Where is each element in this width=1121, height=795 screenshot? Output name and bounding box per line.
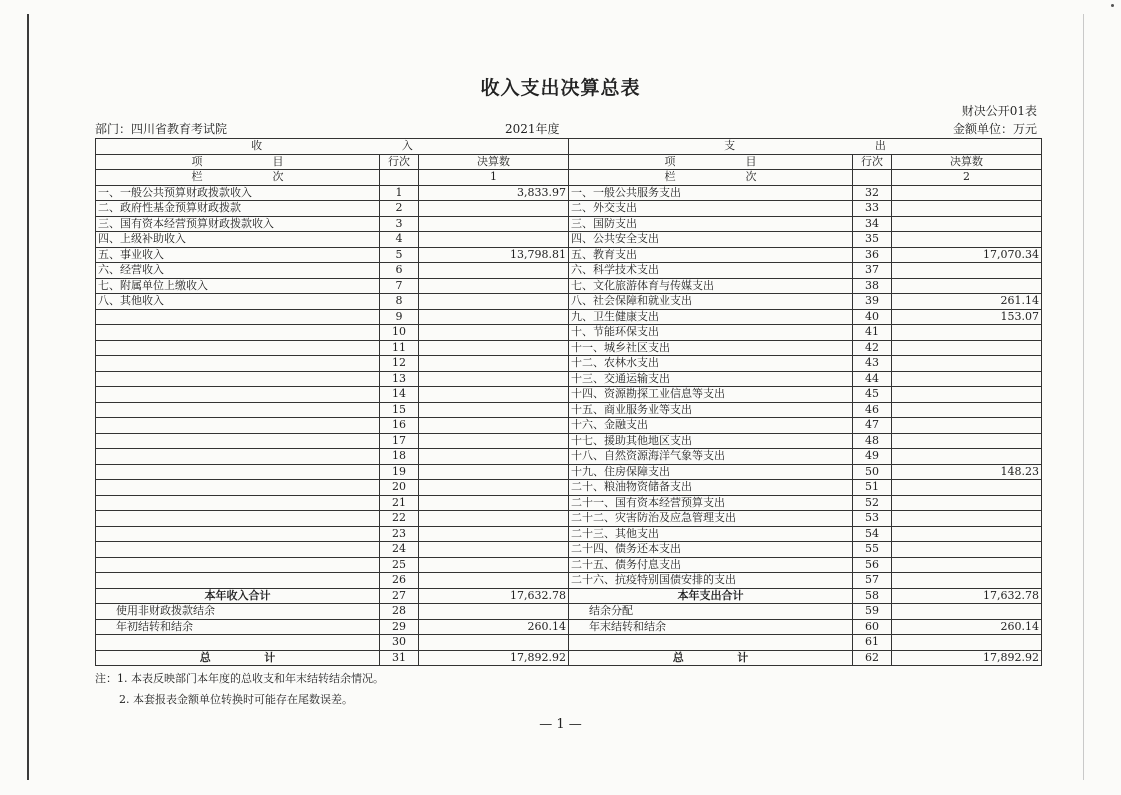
page-number: — 1 —	[539, 717, 582, 732]
expense-item-cell: 十一、城乡社区支出	[569, 340, 853, 356]
income-item-header: 项 目	[96, 154, 380, 170]
note-1: 注：1. 本表反映部门本年度的总收支和年末结转结余情况。	[95, 672, 384, 685]
expense-rowno-cell: 38	[853, 278, 892, 294]
expense-item-cell: 二十一、国有资本经营预算支出	[569, 495, 853, 511]
income-amount-cell	[419, 371, 569, 387]
expense-amount-cell	[892, 185, 1042, 201]
expense-amount-cell	[892, 433, 1042, 449]
expense-column-label-blank	[853, 170, 892, 186]
table-row	[96, 464, 1042, 480]
income-amount-cell: 13,798.81	[419, 247, 569, 263]
expense-amount-cell	[892, 402, 1042, 418]
expense-amount-cell	[892, 511, 1042, 527]
form-number: 财决公开01表	[961, 104, 1037, 118]
income-item-cell	[96, 495, 380, 511]
expense-column-number: 2	[892, 170, 1042, 186]
expense-rowno-cell: 48	[853, 433, 892, 449]
table-row	[96, 433, 1042, 449]
income-rowno-cell: 26	[380, 573, 419, 589]
expense-amount-cell: 260.14	[892, 619, 1042, 635]
income-amount-cell	[419, 201, 569, 217]
expense-item-cell: 总 计	[569, 650, 853, 666]
expense-rowno-cell: 36	[853, 247, 892, 263]
expense-rowno-cell: 39	[853, 294, 892, 310]
table-row	[96, 371, 1042, 387]
year-label: 2021年度	[505, 122, 560, 136]
income-rowno-cell: 22	[380, 511, 419, 527]
expense-item-cell: 七、文化旅游体育与传媒支出	[569, 278, 853, 294]
expense-rowno-cell: 51	[853, 480, 892, 496]
subtotal-row	[96, 588, 1042, 604]
income-item-cell	[96, 635, 380, 651]
expense-rowno-cell: 32	[853, 185, 892, 201]
income-rowno-cell: 21	[380, 495, 419, 511]
expense-rowno-cell: 41	[853, 325, 892, 341]
budget-table	[95, 138, 1042, 666]
income-column-label: 栏 次	[96, 170, 380, 186]
expense-item-cell: 一、一般公共服务支出	[569, 185, 853, 201]
income-rowno-cell: 16	[380, 418, 419, 434]
income-rowno-cell: 31	[380, 650, 419, 666]
expense-rowno-cell: 42	[853, 340, 892, 356]
expense-amount-cell	[892, 278, 1042, 294]
scan-edge-right	[1083, 14, 1084, 780]
income-rowno-cell: 30	[380, 635, 419, 651]
income-item-cell	[96, 387, 380, 403]
expense-column-label: 栏 次	[569, 170, 853, 186]
income-amount-header: 决算数	[419, 154, 569, 170]
table-row	[96, 356, 1042, 372]
income-item-cell: 本年收入合计	[96, 588, 380, 604]
table-row	[96, 340, 1042, 356]
income-rowno-cell: 23	[380, 526, 419, 542]
expense-item-cell: 本年支出合计	[569, 588, 853, 604]
income-amount-cell	[419, 542, 569, 558]
income-amount-cell	[419, 294, 569, 310]
expense-item-cell: 十四、资源勘探工业信息等支出	[569, 387, 853, 403]
section-header-row	[96, 139, 1042, 155]
table-row	[96, 449, 1042, 465]
expense-rowno-cell: 62	[853, 650, 892, 666]
scan-dot	[1111, 4, 1114, 7]
income-header: 收 入	[96, 139, 569, 155]
expense-rowno-cell: 40	[853, 309, 892, 325]
table-row	[96, 511, 1042, 527]
income-amount-cell	[419, 480, 569, 496]
income-amount-cell	[419, 309, 569, 325]
income-amount-cell	[419, 573, 569, 589]
expense-rowno-cell: 37	[853, 263, 892, 279]
income-amount-cell: 17,632.78	[419, 588, 569, 604]
table-row	[96, 309, 1042, 325]
expense-item-cell: 二十三、其他支出	[569, 526, 853, 542]
table-row	[96, 418, 1042, 434]
income-rowno-cell: 7	[380, 278, 419, 294]
column-header-row	[96, 154, 1042, 170]
income-item-cell: 总 计	[96, 650, 380, 666]
balance-row	[96, 604, 1042, 620]
table-row	[96, 573, 1042, 589]
expense-item-cell: 十五、商业服务业等支出	[569, 402, 853, 418]
page-title: 收入支出决算总表	[480, 77, 641, 99]
income-item-cell	[96, 371, 380, 387]
table-row	[96, 185, 1042, 201]
expense-amount-cell	[892, 201, 1042, 217]
income-amount-cell	[419, 604, 569, 620]
income-amount-cell	[419, 402, 569, 418]
income-amount-cell	[419, 418, 569, 434]
income-item-cell: 五、事业收入	[96, 247, 380, 263]
expense-item-header: 项 目	[569, 154, 853, 170]
income-item-cell: 六、经营收入	[96, 263, 380, 279]
table-row	[96, 247, 1042, 263]
expense-amount-cell	[892, 340, 1042, 356]
expense-amount-cell	[892, 418, 1042, 434]
income-item-cell	[96, 418, 380, 434]
expense-amount-cell	[892, 480, 1042, 496]
expense-rowno-header: 行次	[853, 154, 892, 170]
expense-amount-cell	[892, 495, 1042, 511]
income-item-cell: 一、一般公共预算财政拨款收入	[96, 185, 380, 201]
expense-rowno-cell: 33	[853, 201, 892, 217]
expense-item-cell: 十八、自然资源海洋气象等支出	[569, 449, 853, 465]
expense-amount-cell	[892, 263, 1042, 279]
income-amount-cell	[419, 526, 569, 542]
table-row	[96, 325, 1042, 341]
income-amount-cell	[419, 635, 569, 651]
table-row	[96, 263, 1042, 279]
income-rowno-cell: 24	[380, 542, 419, 558]
income-amount-cell	[419, 449, 569, 465]
income-amount-cell	[419, 387, 569, 403]
income-item-cell	[96, 340, 380, 356]
income-amount-cell	[419, 263, 569, 279]
expense-item-cell: 十三、交通运输支出	[569, 371, 853, 387]
expense-amount-cell	[892, 356, 1042, 372]
income-item-cell	[96, 511, 380, 527]
table-row	[96, 232, 1042, 248]
income-amount-cell	[419, 325, 569, 341]
expense-amount-cell	[892, 635, 1042, 651]
income-item-cell	[96, 356, 380, 372]
table-row	[96, 216, 1042, 232]
income-rowno-cell: 6	[380, 263, 419, 279]
income-rowno-cell: 10	[380, 325, 419, 341]
income-item-cell	[96, 557, 380, 573]
balance-row	[96, 635, 1042, 651]
expense-item-cell: 六、科学技术支出	[569, 263, 853, 279]
income-rowno-cell: 19	[380, 464, 419, 480]
table-row	[96, 542, 1042, 558]
table-row	[96, 201, 1042, 217]
expense-item-cell: 五、教育支出	[569, 247, 853, 263]
expense-item-cell	[569, 635, 853, 651]
expense-rowno-cell: 60	[853, 619, 892, 635]
expense-amount-cell	[892, 232, 1042, 248]
expense-rowno-cell: 44	[853, 371, 892, 387]
expense-rowno-cell: 43	[853, 356, 892, 372]
income-amount-cell	[419, 557, 569, 573]
expense-amount-cell	[892, 371, 1042, 387]
income-rowno-cell: 15	[380, 402, 419, 418]
income-item-cell: 七、附属单位上缴收入	[96, 278, 380, 294]
expense-rowno-cell: 56	[853, 557, 892, 573]
expense-rowno-cell: 61	[853, 635, 892, 651]
department-label: 部门：四川省教育考试院	[95, 122, 228, 136]
expense-amount-cell	[892, 449, 1042, 465]
income-rowno-header: 行次	[380, 154, 419, 170]
expense-amount-cell: 148.23	[892, 464, 1042, 480]
income-rowno-cell: 17	[380, 433, 419, 449]
expense-rowno-cell: 50	[853, 464, 892, 480]
income-item-cell	[96, 542, 380, 558]
expense-rowno-cell: 46	[853, 402, 892, 418]
expense-item-cell: 四、公共安全支出	[569, 232, 853, 248]
expense-rowno-cell: 53	[853, 511, 892, 527]
expense-amount-cell	[892, 604, 1042, 620]
expense-rowno-cell: 54	[853, 526, 892, 542]
income-rowno-cell: 4	[380, 232, 419, 248]
expense-rowno-cell: 59	[853, 604, 892, 620]
income-amount-cell	[419, 433, 569, 449]
expense-item-cell: 二十二、灾害防治及应急管理支出	[569, 511, 853, 527]
table-row	[96, 557, 1042, 573]
income-rowno-cell: 3	[380, 216, 419, 232]
total-row	[96, 650, 1042, 666]
expense-rowno-cell: 57	[853, 573, 892, 589]
expense-item-cell: 十六、金融支出	[569, 418, 853, 434]
income-rowno-cell: 2	[380, 201, 419, 217]
expense-item-cell: 九、卫生健康支出	[569, 309, 853, 325]
income-item-cell: 二、政府性基金预算财政拨款	[96, 201, 380, 217]
expense-item-cell: 八、社会保障和就业支出	[569, 294, 853, 310]
income-item-cell: 使用非财政拨款结余	[96, 604, 380, 620]
income-rowno-cell: 20	[380, 480, 419, 496]
income-rowno-cell: 29	[380, 619, 419, 635]
expense-rowno-cell: 49	[853, 449, 892, 465]
income-item-cell	[96, 573, 380, 589]
expense-header: 支 出	[569, 139, 1042, 155]
income-amount-cell	[419, 340, 569, 356]
income-item-cell	[96, 526, 380, 542]
income-rowno-cell: 8	[380, 294, 419, 310]
expense-item-cell: 十、节能环保支出	[569, 325, 853, 341]
income-rowno-cell: 28	[380, 604, 419, 620]
expense-item-cell: 二十四、债务还本支出	[569, 542, 853, 558]
expense-item-cell: 二、外交支出	[569, 201, 853, 217]
expense-amount-cell	[892, 573, 1042, 589]
income-amount-cell: 260.14	[419, 619, 569, 635]
income-rowno-cell: 25	[380, 557, 419, 573]
income-amount-cell	[419, 278, 569, 294]
expense-rowno-cell: 55	[853, 542, 892, 558]
expense-amount-cell: 17,632.78	[892, 588, 1042, 604]
unit-label: 金额单位：万元	[952, 122, 1037, 136]
income-column-number: 1	[419, 170, 569, 186]
income-item-cell	[96, 325, 380, 341]
table-row	[96, 526, 1042, 542]
column-label-row	[96, 170, 1042, 186]
expense-rowno-cell: 58	[853, 588, 892, 604]
expense-amount-cell	[892, 557, 1042, 573]
expense-amount-cell	[892, 387, 1042, 403]
income-amount-cell	[419, 232, 569, 248]
note-2: 2. 本套报表金额单位转换时可能存在尾数误差。	[119, 693, 353, 706]
income-item-cell: 三、国有资本经营预算财政拨款收入	[96, 216, 380, 232]
expense-amount-cell: 261.14	[892, 294, 1042, 310]
expense-item-cell: 二十五、债务付息支出	[569, 557, 853, 573]
expense-amount-cell	[892, 526, 1042, 542]
table-row	[96, 387, 1042, 403]
scan-edge-left	[27, 14, 29, 780]
income-rowno-cell: 5	[380, 247, 419, 263]
income-item-cell: 四、上级补助收入	[96, 232, 380, 248]
income-amount-cell	[419, 495, 569, 511]
income-rowno-cell: 14	[380, 387, 419, 403]
table-row	[96, 480, 1042, 496]
income-item-cell	[96, 480, 380, 496]
table-row	[96, 294, 1042, 310]
income-item-cell: 年初结转和结余	[96, 619, 380, 635]
income-amount-cell	[419, 216, 569, 232]
income-amount-cell	[419, 511, 569, 527]
table-row	[96, 402, 1042, 418]
income-rowno-cell: 1	[380, 185, 419, 201]
income-item-cell	[96, 449, 380, 465]
table-row	[96, 278, 1042, 294]
income-rowno-cell: 11	[380, 340, 419, 356]
expense-amount-cell: 153.07	[892, 309, 1042, 325]
expense-item-cell: 三、国防支出	[569, 216, 853, 232]
balance-row	[96, 619, 1042, 635]
expense-item-cell: 十九、住房保障支出	[569, 464, 853, 480]
expense-amount-cell	[892, 542, 1042, 558]
income-rowno-cell: 13	[380, 371, 419, 387]
expense-rowno-cell: 35	[853, 232, 892, 248]
expense-amount-cell: 17,070.34	[892, 247, 1042, 263]
income-item-cell	[96, 464, 380, 480]
expense-item-cell: 二十六、抗疫特别国债安排的支出	[569, 573, 853, 589]
expense-item-cell: 十二、农林水支出	[569, 356, 853, 372]
income-rowno-cell: 18	[380, 449, 419, 465]
income-item-cell	[96, 309, 380, 325]
expense-item-cell: 十七、援助其他地区支出	[569, 433, 853, 449]
income-item-cell: 八、其他收入	[96, 294, 380, 310]
expense-item-cell: 结余分配	[569, 604, 853, 620]
expense-item-cell: 二十、粮油物资储备支出	[569, 480, 853, 496]
expense-amount-cell	[892, 325, 1042, 341]
expense-amount-header: 决算数	[892, 154, 1042, 170]
expense-rowno-cell: 47	[853, 418, 892, 434]
expense-rowno-cell: 34	[853, 216, 892, 232]
expense-rowno-cell: 45	[853, 387, 892, 403]
table-row	[96, 495, 1042, 511]
income-amount-cell: 17,892.92	[419, 650, 569, 666]
income-item-cell	[96, 402, 380, 418]
income-rowno-cell: 12	[380, 356, 419, 372]
income-rowno-cell: 27	[380, 588, 419, 604]
expense-rowno-cell: 52	[853, 495, 892, 511]
income-rowno-cell: 9	[380, 309, 419, 325]
income-column-label-blank	[380, 170, 419, 186]
income-amount-cell	[419, 356, 569, 372]
income-amount-cell	[419, 464, 569, 480]
expense-amount-cell: 17,892.92	[892, 650, 1042, 666]
expense-item-cell: 年末结转和结余	[569, 619, 853, 635]
income-item-cell	[96, 433, 380, 449]
expense-amount-cell	[892, 216, 1042, 232]
income-amount-cell: 3,833.97	[419, 185, 569, 201]
